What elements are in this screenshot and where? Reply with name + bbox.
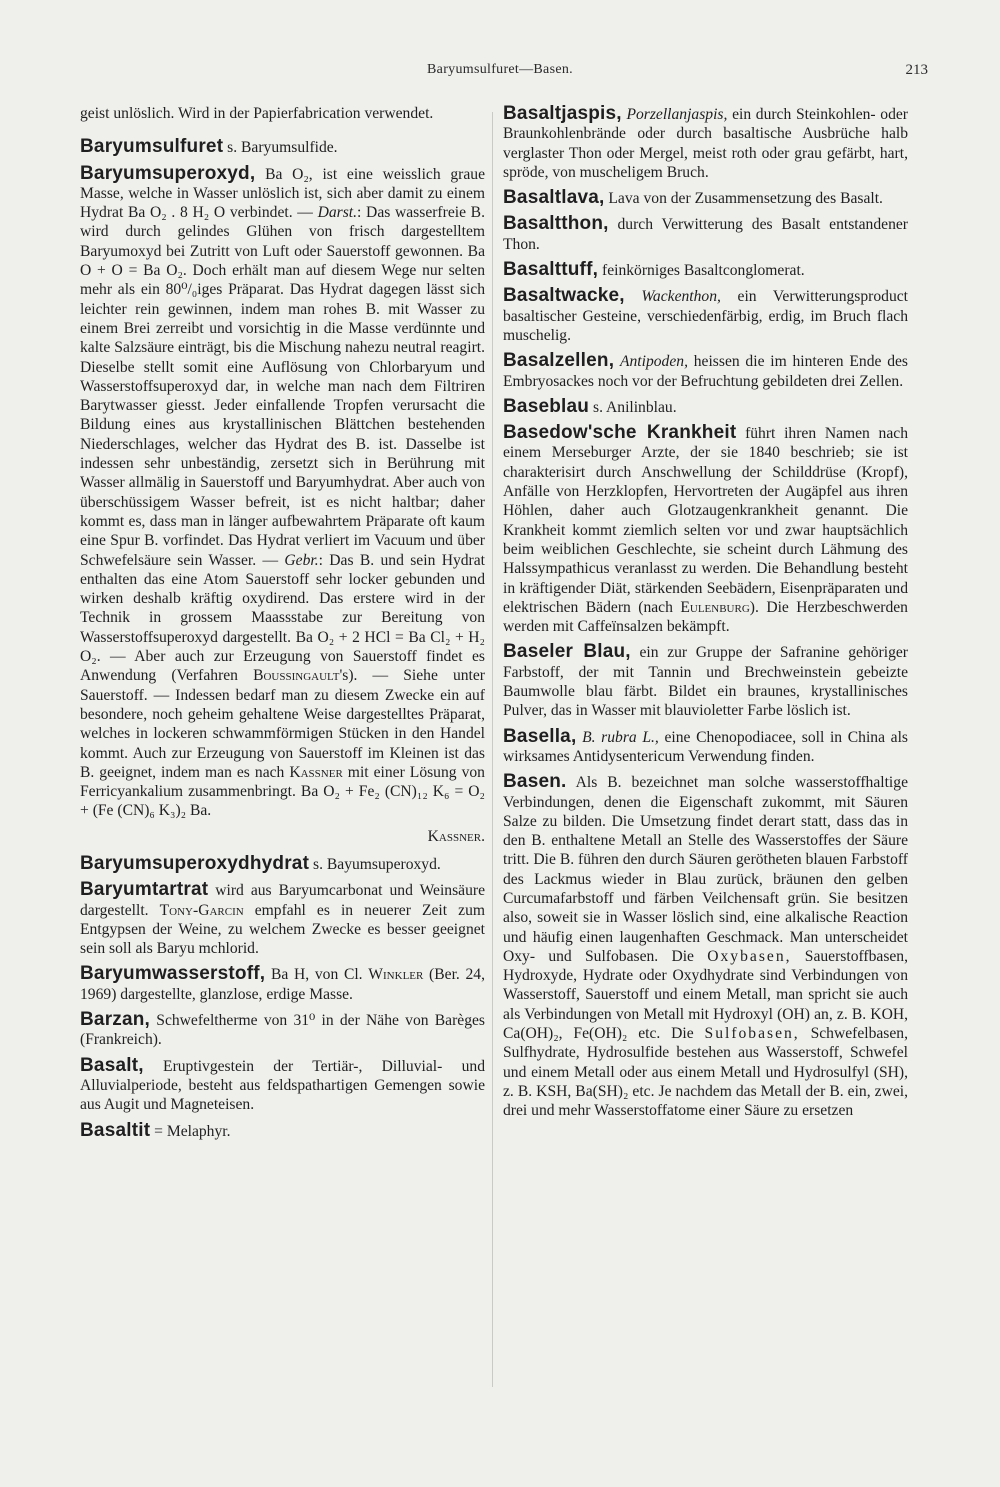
entry-body: 's). — Siehe unter Sauerstoff. — Indessen bedarf man zu diesem Zwecke ein auf besondere, noch geheim gehaltene Weise dargestelltes Präparat, welches in lockeren schwammförmigen Stücken in den Handel kommt. Auch zur Erzeugung von Sauerstoff im Kleinen ist das B. geeignet, indem man es nach <box>80 667 485 781</box>
entry-headword: Barzan, <box>80 1009 151 1031</box>
entry-basaltlava <box>503 188 908 208</box>
entry-body: heissen die im hinteren Ende des Embryosackes noch vor der Befruchtung gebildeten drei Zellen. <box>503 353 908 390</box>
entry-body: = Melaphyr. <box>154 1122 231 1140</box>
entry-headword: Baryumsulfuret <box>80 136 224 158</box>
entry-body: (Ber. 24, 1969) dargestellte, glanzlose, erdige Masse. <box>80 966 485 1003</box>
entry-synonym: Wackenthon, <box>641 288 721 306</box>
entry-headword: Baryumsuperoxyd, <box>80 162 256 184</box>
author-name: Tony-Garcin <box>159 901 244 919</box>
entry-body: empfahl es in neuerer Zeit zum Entgypsen der Weine, zu welchem Zwecke es besser geeignet sein soll als Baryu mchlorid. <box>80 901 485 958</box>
entry-basaltwacke <box>503 286 908 345</box>
entry-headword: Basaltlava, <box>503 187 605 209</box>
section-label-gebr: Gebr. <box>284 551 319 569</box>
entry-baryumsuperoxyd <box>80 164 485 821</box>
entry-headword: Basaltthon, <box>503 213 609 235</box>
entry-headword: Basaltwacke, <box>503 285 625 307</box>
entry-basedow <box>503 423 908 636</box>
entry-basaltjaspis <box>503 104 908 182</box>
author-name: Boussingault <box>253 667 340 685</box>
entry-headword: Basella, <box>503 725 577 747</box>
right-column <box>503 104 908 1127</box>
entry-basella <box>503 727 908 767</box>
entry-body: wird aus Baryumcarbonat und Weinsäure dargestellt. <box>80 882 485 919</box>
running-head: Baryumsulfuret—Basen. <box>427 62 573 77</box>
entry-headword: Baryumtartrat <box>80 879 209 901</box>
entry-baryumsulfuret <box>80 137 485 157</box>
entry-body: s. Baryumsulfide. <box>227 139 338 157</box>
entry-baryumwasserstoff <box>80 964 485 1004</box>
entry-headword: Baseblau <box>503 395 590 417</box>
entry-basalzellen <box>503 351 908 391</box>
author-name: Eulenburg <box>680 598 750 616</box>
entry-baryumtartrat <box>80 880 485 958</box>
entry-body: ein zur Gruppe der Safranine gehöriger Farbstoff, der mit Tannin und Brechweinstein gebeizte Baumwolle blau färbt. Bildet ein braunes, krystallinisches Pulver, das in Wasser mit blauvioletter Farbe löslich ist. <box>503 644 908 720</box>
entry-body: führt ihren Namen nach einem Merseburger Arzte, der sie 1840 beschrieb; sie ist charakterisirt durch Anschwellung der Schilddrüse (Kropf), Anfälle von Herzklopfen, Hervortreten der Augäpfel aus ihren Höhlen, daher auch Glotzaugenkrankheit genannt. Die Krankheit kommt ziemlich selten vor und zwar hauptsächlich beim weiblichen Geschlechte, sie scheint durch Lähmung des Halssympathicus veranlasst zu werden. Die Behandlung besteht in kräftigender Diät, stärkenden Seebädern, Eisenpräparaten und elektrischen Bädern (nach <box>503 425 908 616</box>
entry-barzan <box>80 1010 485 1050</box>
entry-body: Als B. bezeichnet man solche wasserstoffhaltige Verbindungen, denen die Eigenschaft zukommt, mit Säuren Salze zu bilden. Die Umsetzung findet derart statt, dass das in den B. enthaltene Metall an Stelle des Wasserstoffes der Säure tritt. Die B. führen den durch Säuren gerötheten blauen Farbstoff des Lackmus wieder in Blau zurück, bräunen den gelben Curcumafarbstoff und färben Veilchensaft grün. Sie besitzen also, soweit sie in Wasser löslich sind, eine alkalische Reaction und häufig einen laugenhaften Geschmack. Man unterscheidet Oxy- und Sulfobasen. Die <box>503 774 908 965</box>
entry-basaltit <box>80 1121 485 1141</box>
page-header <box>0 62 1000 86</box>
entry-baseler-blau <box>503 642 908 720</box>
entry-headword: Basalttuff, <box>503 259 599 281</box>
entry-basen <box>503 772 908 1120</box>
entry-body: Ba O₂, ist eine weisslich graue Masse, welche in Wasser unlöslich ist, sich aber damit zu einem Hydrat Ba O₂ . 8 H₂ O verbindet. — <box>80 165 485 222</box>
entry-headword: Basalt, <box>80 1054 144 1076</box>
entry-headword: Basalzellen, <box>503 350 615 372</box>
entry-basaltthon <box>503 214 908 254</box>
entry-headword: Basedow'sche Krankheit <box>503 422 737 444</box>
entry-baryumsuperoxydhydrat <box>80 854 485 874</box>
author-name: Winkler <box>368 966 424 984</box>
column-divider <box>492 112 493 1387</box>
entry-headword: Baryumwasserstoff, <box>80 963 266 985</box>
entry-headword: Baryumsuperoxydhydrat <box>80 852 310 874</box>
entry-headword: Baseler Blau, <box>503 641 631 663</box>
entry-body: : Das wasserfreie B. wird durch gelindes Glühen von frisch dargestelltem Baryumoxyd bei Zutritt von Luft oder Sauerstoff gewonnen. Ba O + O = Ba O₂. Doch erhält man auf diesem Wege nur selten mehr als ein 80⁰/₀iges Präparat. Das Hydrat dagegen lässt sich leichter rein gewinnen, indem man rohes B. mit Wasser zu einem Brei zerreibt und vorsichtig in die Masse verdünnte und kalte Salzsäure einträgt, bis die Mischung nahezu neutral reagirt. Dieselbe stellt somit eine Auflösung von Chlorbaryum und Wasserstoffsuperoxyd dar, in welche man nach dem Filtriren Barytwasser giesst. Jeder einfallende Tropfen verursacht die Bildung eines aus krystallinischen Blättchen bestehenden Niederschlages, welcher das Hydrat des B. ist. Dasselbe ist indessen sehr unbeständig, zersetzt sich in Berührung mit Wasser allmälig in Sauerstoff und Baryumhydrat. Aber auch von überschüssigem Wasser befreit, ist es nicht haltbar; daher kommt es, dass man in länger aufbewahrtem Präparate oft kaum eine Spur B. vorfindet. Das Hydrat verliert im Vacuum und über Schwefelsäure sein Wasser. — <box>80 204 485 569</box>
entry-body: ein durch Steinkohlen- oder Braunkohlenbrände oder durch basaltische Ausbrüche halb verglaster Thon oder Mergel, meist roth oder grau gefärbt, hart, spröde, von muscheligem Bruch. <box>503 106 908 181</box>
entry-synonym: Porzellanjaspis, <box>626 106 728 123</box>
page-number: 213 <box>905 62 928 78</box>
entry-synonym: B. rubra L., <box>582 728 659 746</box>
entry-headword: Basen. <box>503 771 567 793</box>
entry-body: ). Die Herzbeschwerden werden mit Caffeïnsalzen bekämpft. <box>503 598 908 636</box>
entry-body: : Das B. und sein Hydrat enthalten das eine Atom Sauerstoff sehr locker gebunden und wirken deshalb kräftig oxydirend. Das erstere wird in der Technik in grossem Maassstabe zur Bereitung von Wasserstoffsuperoxyd dargestellt. Ba O₂ + 2 HCl = Ba Cl₂ + H₂ O₂. — Aber auch zur Erzeugung von Sauerstoff findet es Anwendung (Verfahren <box>80 551 486 685</box>
entry-body: ein Verwitterungsproduct basaltischer Gesteine, verschiedenfärbig, erdig, im Bruch flach muschelig. <box>503 288 909 344</box>
entry-body: durch Verwitterung des Basalt entstandener Thon. <box>503 216 908 253</box>
entry-body: Ba H, von Cl. <box>270 966 369 984</box>
entry-body: mit einer Lösung von Ferricyankalium zusammenbringt. Ba O₂ + Fe₂ (CN)₁₂ K₆ = O₂ + (Fe (CN)₆ K₃)₂ Ba. <box>80 763 485 820</box>
entry-body: eine Chenopodiacee, soll in China als wirksames Antidysentericum Verwendung finden. <box>503 728 908 765</box>
entry-synonym: Antipoden, <box>619 353 688 371</box>
left-column <box>80 104 485 1147</box>
entry-body: s. Anilinblau. <box>593 398 677 416</box>
section-label-darst: Darst. <box>317 204 358 222</box>
entry-headword: Basaltjaspis, <box>503 103 622 124</box>
entry-body: Schwefelbasen, Sulfhydrate, Hydrosulfide bestehen aus Wasserstoff, Schwefel und einem Metall oder aus einem Metall und Hydrosulfyl (SH), z. B. KSH, Ba(SH)₂ etc. Je nachdem das Metall der B. ein, zwei, drei und mehr Wasserstoffatome einer Säure zu ersetzen <box>503 1025 908 1120</box>
author-name: Kassner <box>289 763 343 781</box>
entry-headword: Basaltit <box>80 1119 151 1141</box>
entry-body: Schwefeltherme von 31⁰ in der Nähe von Barèges (Frankreich). <box>80 1012 485 1049</box>
entry-body: geist unlöslich. Wird in der Papierfabrication verwendet. <box>80 105 434 122</box>
entry-body: Lava von der Zusammensetzung des Basalt. <box>608 190 883 208</box>
spaced-term: Oxybasen, <box>707 947 792 965</box>
author-signature: Kassner. <box>427 827 485 845</box>
entry-basalttuff <box>503 260 908 280</box>
entry-body: Sauerstoffbasen, Hydroxyde, Hydrate oder Oxydhydrate sind Verbindungen von Wasserstoff, Sauerstoff und einem Metall, man spricht sie auch als Verbindungen von Metall mit Hydroxyl (OH) an, z. B. KOH, Ca(OH)₂, Fe(OH)₂ etc. Die <box>503 947 908 1043</box>
entry-continued <box>80 104 485 123</box>
entry-body: Eruptivgestein der Tertiär-, Dilluvial- und Alluvialperiode, besteht aus feldspathartigen Gemengen sowie aus Augit und Magneteisen. <box>80 1057 486 1114</box>
entry-body: feinkörniges Basaltconglomerat. <box>602 262 805 280</box>
spaced-term: Sulfobasen, <box>704 1025 800 1043</box>
entry-baseblau <box>503 397 908 417</box>
entry-body: s. Bayumsuperoxyd. <box>313 855 441 873</box>
entry-basalt <box>80 1056 485 1115</box>
